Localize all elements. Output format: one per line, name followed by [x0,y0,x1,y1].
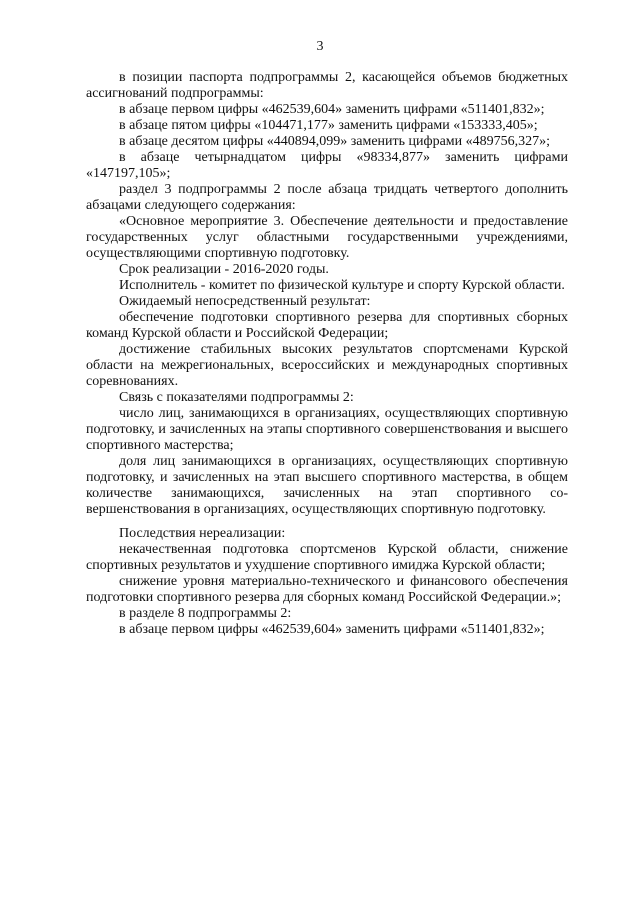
paragraph-abzats-fifth: в абзаце пятом цифры «104471,177» заменить цифрами «153333,405»; [119,118,538,133]
paragraph-reserve: обеспечение подготовки спортивного резерва для спортивных сборных команд Курской области и Российской Федерации; [86,310,568,341]
paragraph-share-persons: доля лиц занимающихся в организациях, осуществляющих спортивную подготовку, и зачисленных на этап высшего спортивного мастерства, в общем количестве занимающихся, зачисленных на этап спортивного совершенствования в организациях, осуществляющих спортивную подготовку. [86,454,568,517]
page-number: 3 [316,39,324,54]
paragraph-abzats-fourteenth: в абзаце четырнадцатом цифры «98334,877» заменить цифрами «147197,105»; [86,150,568,181]
paragraph-section-8-first: в абзаце первом цифры «462539,604» заменить цифрами «511401,832»; [119,622,545,637]
document-body [86,70,568,638]
paragraph-consequences: Последствия нереализации: [119,526,286,541]
paragraph-achievement: достижение стабильных высоких результатов спортсменами Курской области на межрегиональных, всероссийских и международных спортивных соревнованиях. [86,342,568,389]
paragraph-main-event: «Основное мероприятие 3. Обеспечение деятельности и предоставление государственных услуг областными государственными учреждениями, осуществляющими спортивную подготовку. [86,214,568,261]
paragraph-passport-intro: в позиции паспорта подпрограммы 2, касающейся объемов бюджетных ассигнований подпрограммы: [86,70,568,101]
paragraph-term: Срок реализации - 2016-2020 годы. [119,262,329,277]
paragraph-section-8: в разделе 8 подпрограммы 2: [119,606,292,621]
paragraph-count-persons: число лиц, занимающихся в организациях, осуществляющих спортивную подготовку, и зачисленных на этапы спортивного совершенствования и высшего спортивного мастерства; [86,406,568,453]
paragraph-executor: Исполнитель - комитет по физической культуре и спорту Курской области. [119,278,565,293]
paragraph-expected-result: Ожидаемый непосредственный результат: [119,294,371,309]
paragraph-reduced-support: снижение уровня материально-технического и финансового обеспечения подготовки спортивного резерва для сборных команд Российской Федерации.»; [86,574,568,605]
paragraph-section-3: раздел 3 подпрограммы 2 после абзаца тридцать четвертого дополнить абзацами следующего содержания: [86,182,568,213]
paragraph-abzats-tenth: в абзаце десятом цифры «440894,099» заменить цифрами «489756,327»; [119,134,551,149]
paragraph-abzats-first: в абзаце первом цифры «462539,604» заменить цифрами «511401,832»; [119,102,545,117]
paragraph-poor-training: некачественная подготовка спортсменов Курской области, снижение спортивных результатов и ухудшение спортивного имиджа Курской области; [86,542,568,573]
paragraph-indicators: Связь с показателями подпрограммы 2: [119,390,354,405]
